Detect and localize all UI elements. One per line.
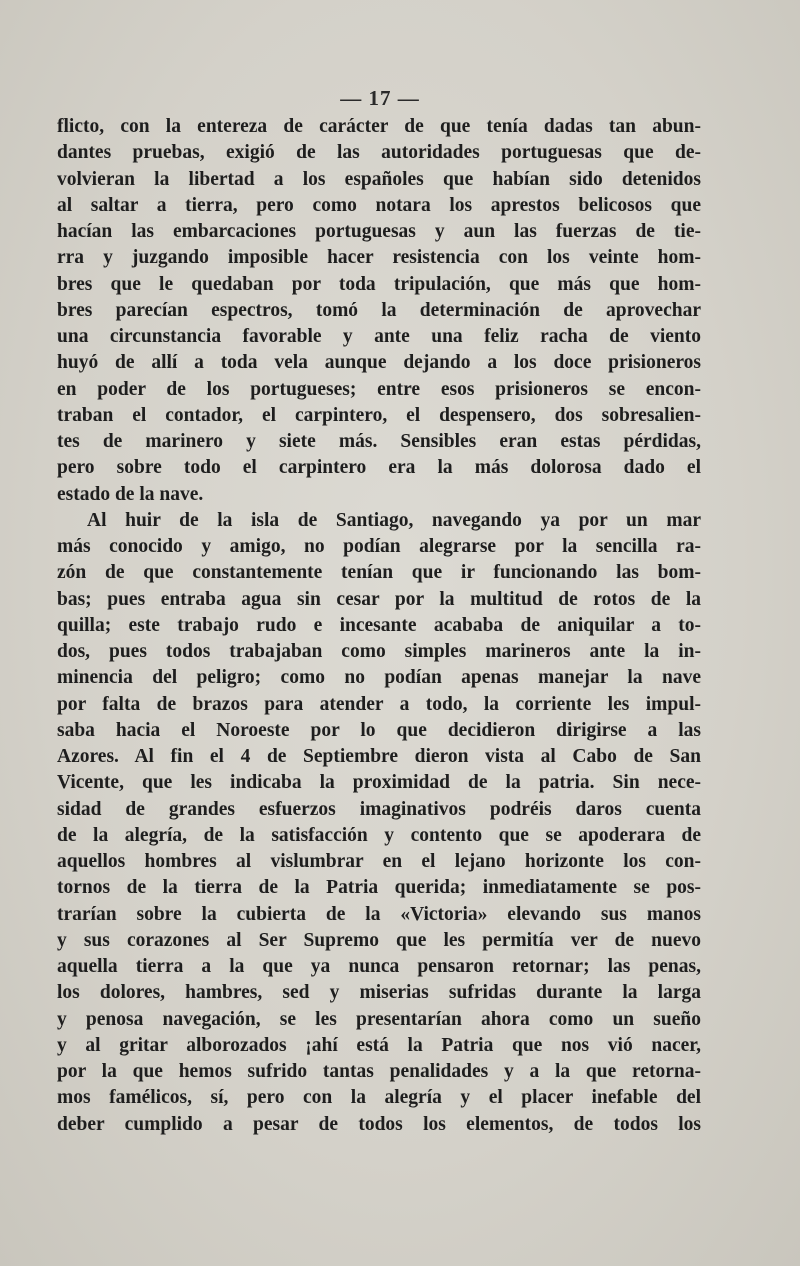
text-line: bres que le quedaban por toda tripulación, que más que hom- xyxy=(57,273,701,295)
text-line: Vicente, que les indicaba la proximidad de la patria. Sin nece- xyxy=(57,772,701,794)
text-line: al saltar a tierra, pero como notara los aprestos belicosos que xyxy=(57,194,701,216)
text-line: de la alegría, de la satisfacción y contento que se apoderara de xyxy=(57,824,701,846)
text-line: por falta de brazos para atender a todo, la corriente les impul- xyxy=(57,693,701,715)
text-line: en poder de los portugueses; entre esos prisioneros se encon- xyxy=(57,378,701,400)
text-line: y al gritar alborozados ¡ahí está la Patria que nos vió nacer, xyxy=(57,1034,701,1056)
text-line: Azores. Al fin el 4 de Septiembre dieron vista al Cabo de San xyxy=(57,746,701,767)
text-line: flicto, con la entereza de carácter de que tenía dadas tan abun- xyxy=(57,116,701,137)
text-line: huyó de allí a toda vela aunque dejando a los doce prisioneros xyxy=(57,352,701,374)
text-line: aquellos hombres al vislumbrar en el lejano horizonte los con- xyxy=(57,851,701,872)
text-line: minencia del peligro; como no podían apenas manejar la nave xyxy=(57,667,701,689)
text-line: rra y juzgando imposible hacer resistencia con los veinte hom- xyxy=(57,247,701,269)
text-line: y sus corazones al Ser Supremo que les permitía ver de nuevo xyxy=(57,929,701,951)
text-line: dos, pues todos trabajaban como simples marineros ante la in- xyxy=(57,641,701,662)
text-line: más conocido y amigo, no podían alegrarse por la sencilla ra- xyxy=(57,536,701,557)
paragraph-2 xyxy=(57,508,701,1138)
text-line: tornos de la tierra de la Patria querida; inmediatamente se pos- xyxy=(57,877,701,899)
text-line: los dolores, hambres, sed y miserias sufridas durante la larga xyxy=(57,982,701,1004)
text-line: saba hacia el Noroeste por lo que decidieron dirigirse a las xyxy=(57,719,701,741)
body-text xyxy=(57,114,701,1138)
text-line: zón de que constantemente tenían que ir funcionando las bom- xyxy=(57,562,701,584)
text-line: pero sobre todo el carpintero era la más dolorosa dado el xyxy=(57,457,701,479)
text-line: quilla; este trabajo rudo e incesante acababa de aniquilar a to- xyxy=(57,614,701,636)
text-line: traban el contador, el carpintero, el despensero, dos sobresalien- xyxy=(57,404,701,426)
text-line: bas; pues entraba agua sin cesar por la multitud de rotos de la xyxy=(57,588,701,610)
text-line: deber cumplido a pesar de todos los elementos, de todos los xyxy=(57,1113,701,1135)
text-line: aquella tierra a la que ya nunca pensaron retornar; las penas, xyxy=(57,956,701,977)
text-line: por la que hemos sufrido tantas penalidades y a la que retorna- xyxy=(57,1061,701,1082)
text-line: estado de la nave. xyxy=(57,483,204,505)
text-line: una circunstancia favorable y ante una feliz racha de viento xyxy=(57,326,701,347)
text-line: hacían las embarcaciones portuguesas y aun las fuerzas de tie- xyxy=(57,221,701,242)
page-number: — 17 — xyxy=(340,86,420,110)
text-line: trarían sobre la cubierta de la «Victoria» elevando sus manos xyxy=(57,903,701,925)
text-line: mos famélicos, sí, pero con la alegría y el placer inefable del xyxy=(57,1087,701,1109)
text-line: Al huir de la isla de Santiago, navegando ya por un mar xyxy=(87,509,701,531)
text-line: tes de marinero y siete más. Sensibles eran estas pérdidas, xyxy=(57,431,701,452)
text-line: volvieran la libertad a los españoles que habían sido detenidos xyxy=(57,168,701,190)
paragraph-1 xyxy=(57,114,701,508)
text-line: dantes pruebas, exigió de las autoridades portuguesas que de- xyxy=(57,142,701,164)
text-line: y penosa navegación, se les presentarían ahora como un sueño xyxy=(57,1008,701,1030)
text-line: bres parecían espectros, tomó la determinación de aprovechar xyxy=(57,299,701,321)
text-line: sidad de grandes esfuerzos imaginativos podréis daros cuenta xyxy=(57,798,701,820)
